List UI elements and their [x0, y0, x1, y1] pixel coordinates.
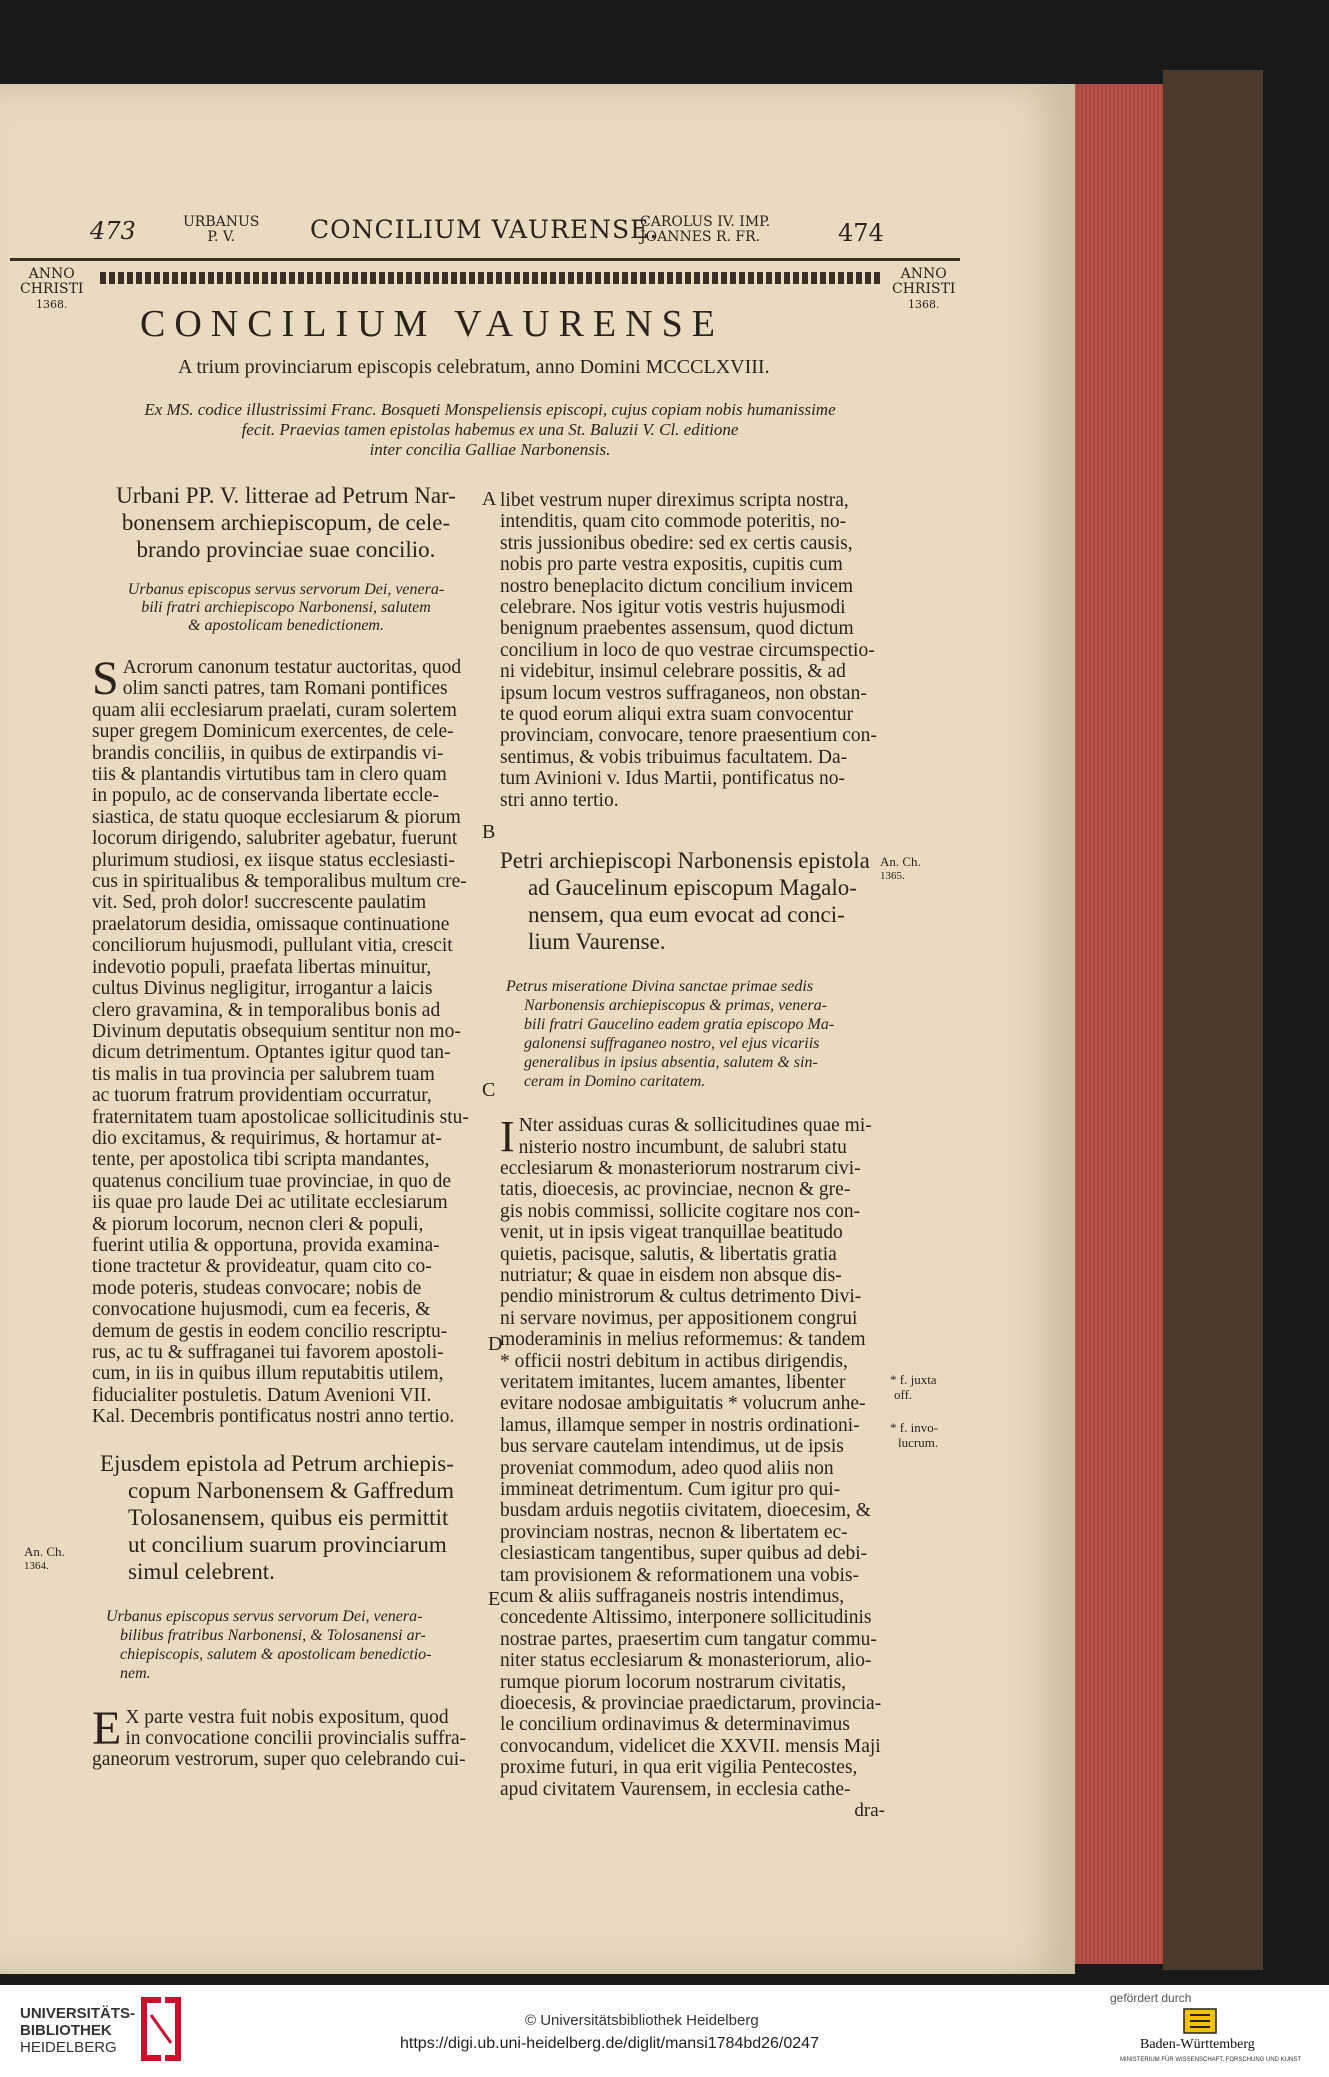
text-line: in populo, ac de conservanda libertate eccle- [92, 785, 440, 807]
text-line: te quod eorum aliqui extra suam convocentur [500, 704, 854, 726]
text-line: convocatione hujusmodi, cum ea feceris, & [92, 1299, 431, 1321]
permalink[interactable]: https://digi.ub.uni-heidelberg.de/diglit/mansi1784bd26/0247 [400, 2035, 819, 2052]
text-line: lamus, illamque semper in nostris ordinationi- [500, 1414, 860, 1436]
text-line: fiducialiter postuletis. Datum Avenioni VII. [92, 1384, 432, 1406]
text-line: stri anno tertio. [500, 789, 619, 811]
rh-1: Petri archiepiscopi Narbonensis epistola [500, 848, 870, 874]
text-line: plurimum studiosi, ex iisque status ecclesiasti- [92, 849, 455, 871]
text-line: nutriatur; & quae in eisdem non absque dis- [500, 1264, 842, 1286]
kings-line-2: JOANNES R. FR. [640, 229, 761, 245]
rs-5: generalibus in ipsius absentia, salutem & sin- [524, 1054, 818, 1072]
text-line: * officii nostri debitum in actibus dirigendis, [500, 1350, 848, 1372]
text-line: nisterio nostro incumbunt, de salubri statu [518, 1136, 847, 1158]
left-text-2-lines [92, 1701, 480, 1771]
text-line: apud civitatem Vaurensem, in ecclesia cathe- [500, 1778, 851, 1800]
ls2-1: Urbanus episcopus servus servorum Dei, venera- [106, 1607, 423, 1625]
text-line: immineat detrimentum. Cum igitur pro qui- [500, 1479, 841, 1500]
lh2-5: simul celebrent. [128, 1558, 275, 1584]
text-line: clero gravamina, & in temporalibus bonis ad [92, 999, 441, 1021]
mn1364-2: 1364. [24, 1560, 49, 1572]
rh-4: lium Vaurense. [528, 929, 666, 955]
page-edges [1075, 84, 1163, 1964]
margin-note-juxta [890, 1372, 937, 1402]
text-line: evitare nodosae ambiguitatis * volucrum anhe- [500, 1393, 866, 1415]
text-line: dio excitamus, & requirimus, & hortamur at- [92, 1127, 442, 1149]
sponsor-subtitle: MINISTERIUM FÜR WISSENSCHAFT, FORSCHUNG UND KUNST [1120, 2057, 1302, 2063]
text-line: benignum praebentes assensum, quod dictum [500, 618, 854, 640]
text-line: ipsum locum vestros suffraganeos, non obstan- [500, 682, 867, 704]
text-line: proveniat commodum, adeo quod aliis non [500, 1457, 834, 1479]
rs-4: galonensi suffraganeo nostro, vel ejus vicariis [524, 1035, 820, 1053]
text-line: venit, ut in ipsis vigeat tranquillae beatitudo [500, 1222, 843, 1244]
rs-6: ceram in Domino caritatem. [524, 1073, 706, 1091]
text-line: nostro beneplacito dictum concilium invicem [500, 575, 854, 597]
text-line: veritatem imitantes, lucem amantes, libenter [500, 1371, 846, 1393]
text-line: niter status ecclesiarum & monasteriorum, alio- [500, 1650, 872, 1672]
library-line-2: BIBLIOTHEK [20, 2022, 112, 2039]
ls1-3: & apostolicam benedictionem. [188, 617, 384, 634]
anno-right-1: ANNO [900, 266, 947, 282]
section-letter-c: C [482, 1079, 496, 1101]
mn1365-1: An. Ch. [880, 854, 921, 869]
text-line: concedente Altissimo, interponere sollicitudinis [500, 1607, 872, 1629]
anno-right-2: CHRISTI [892, 281, 956, 297]
section-letter-e: E [488, 1588, 501, 1610]
text-line: provinciam, convocare, tenore praesentium con- [500, 725, 877, 747]
text-line: vit. Sed, proh dolor! succrescente paulatim [92, 892, 427, 914]
text-line: busdam arduis negotiis civitatem, dioecesim, & [500, 1500, 871, 1522]
anno-left [20, 267, 83, 312]
section-letter-a: A [482, 488, 497, 510]
page-number-left: 473 [90, 217, 136, 245]
text-line: rus, ac tu & suffraganei tui favorem apostoli- [92, 1342, 444, 1363]
ls2-3: chiepiscopis, salutem & apostolicam benedictio- [120, 1645, 432, 1663]
text-line: & piorum locorum, necnon cleri & populi, [92, 1213, 424, 1235]
left-text-1 [92, 652, 480, 1428]
text-line: pendio ministrorum & cultus detrimento Divi- [500, 1286, 862, 1308]
text-line: convocandum, videlicet die XXVII. mensis Maji [500, 1735, 881, 1757]
margin-note-1364 [24, 1544, 65, 1574]
mn1365-2: 1365. [880, 870, 905, 882]
text-line: ni servare novimus, per appositionem congrui [500, 1307, 858, 1329]
library-line-1: UNIVERSITÄTS- [20, 2005, 136, 2022]
ls1-2: bili fratri archiepiscopo Narbonensi, salutem [141, 599, 431, 616]
lh2-3: Tolosanensem, quibus eis permittit [128, 1504, 449, 1530]
rs-1: Petrus miseratione Divina sanctae primae sedis [506, 978, 814, 996]
margin-note-involucrum [890, 1420, 938, 1450]
text-line: in convocatione concilii provincialis suffra- [125, 1728, 467, 1750]
lh1-1: Urbani PP. V. litterae ad Petrum Nar- [116, 483, 456, 508]
text-line: cum & aliis suffraganeis nostris intendimus, [500, 1586, 845, 1608]
book-cover-edge [1163, 70, 1263, 1970]
right-heading [500, 847, 885, 955]
source-note-2: fecit. Praevias tamen epistolas habemus ex una St. Baluzii V. Cl. editione [241, 420, 739, 439]
running-title: CONCILIUM VAURENSE. [310, 215, 659, 244]
text-line: ecclesiarum & monasteriorum nostrarum civi- [500, 1157, 861, 1179]
text-line: tiis & plantandis virtutibus tam in clero quam [92, 764, 447, 786]
text-line: X parte vestra fuit nobis expositum, quod [125, 1706, 449, 1728]
text-line: tatis, dioecesis, ac provinciae, necnon & gre- [500, 1179, 851, 1201]
text-line: mode poteris, studeas convocare; nobis de [92, 1277, 422, 1299]
left-heading-1 [92, 482, 480, 563]
text-line: demum de gestis in eodem concilio rescriptu- [92, 1320, 448, 1342]
dropcap-i: I [500, 1112, 515, 1162]
mn1364-1: An. Ch. [24, 1544, 65, 1559]
anno-left-2: CHRISTI [20, 281, 84, 297]
anno-right-3: 1368. [907, 298, 940, 311]
text-line: tum Avinioni v. Idus Martii, pontificatus no- [500, 768, 846, 790]
text-line: moderaminis in melius reformemus: & tandem [500, 1329, 866, 1351]
catchword: dra- [854, 1800, 885, 1822]
text-line: quietis, pacisque, salutis, & libertatis gratia [500, 1243, 837, 1265]
text-line: intenditis, quam cito commode poteritis, no- [500, 511, 847, 533]
section-letter-b: B [482, 821, 496, 843]
text-line: tam provisionem & reformationem una vobis- [500, 1564, 860, 1586]
pope-line-2: P. V. [207, 229, 235, 245]
text-line: praelatorum desidia, omissaque continuatione [92, 913, 450, 935]
text-line: olim sancti patres, tam Romani pontifices [122, 678, 448, 700]
right-salutation [500, 977, 885, 1091]
coat-of-arms-icon [1182, 2007, 1218, 2035]
ubh-logo-icon [135, 1993, 187, 2065]
text-line: conciliorum hujusmodi, pullulant vitia, crescit [92, 935, 453, 957]
right-column [500, 490, 885, 1821]
mnj-1: * f. juxta [890, 1372, 937, 1387]
ls2-2: bilibus fratribus Narbonensi, & Tolosanensi ar- [120, 1626, 426, 1644]
text-line: Acrorum canonum testatur auctoritas, quod [122, 657, 462, 678]
left-text-2 [92, 1701, 480, 1771]
text-line: provinciam nostras, necnon & libertatem ec- [500, 1521, 848, 1543]
rh-2: ad Gaucelinum episcopum Magalo- [528, 875, 857, 901]
library-name [20, 2005, 135, 2056]
footer-bar [0, 1985, 1329, 2077]
text-line: libet vestrum nuper direximus scripta nostra, [500, 490, 849, 511]
dropcap-e: E [92, 1701, 122, 1755]
library-line-3: HEIDELBERG [20, 2039, 117, 2056]
pope-line-1: URBANUS [183, 214, 260, 230]
main-title: CONCILIUM VAURENSE [140, 303, 724, 345]
text-line: tione tractetur & provideatur, quam cito co- [92, 1256, 432, 1278]
text-line: proxime futuri, in qua erit vigilia Pentecostes, [500, 1757, 858, 1779]
lh1-2: bonensem archiepiscopum, de cele- [121, 510, 451, 535]
ls1-1: Urbanus episcopus servus servorum Dei, venera- [127, 581, 445, 598]
pope-name [183, 215, 259, 245]
text-line: cus in spiritualibus & temporalibus multum cre- [92, 871, 467, 893]
anno-left-1: ANNO [28, 266, 75, 282]
text-line: ac tuorum fratrum providentiam occurratur, [92, 1085, 432, 1107]
section-letter-d: D [488, 1333, 503, 1355]
text-line: fuerint utilia & opportuna, provida examina- [92, 1234, 440, 1256]
right-text-2-lines [500, 1112, 885, 1800]
copyright: © Universitätsbibliothek Heidelberg [525, 2012, 759, 2029]
text-line: Divinum deputatis obsequium sentitur non mo- [92, 1020, 461, 1042]
margin-note-1365 [880, 854, 921, 884]
text-line: bus servare cautelam intendimus, ut de ipsis [500, 1436, 844, 1458]
text-line: gis nobis commissi, sollicite cogitare nos con- [500, 1200, 861, 1222]
header-rule [10, 258, 960, 261]
rh-3: nensem, qua eum evocat ad conci- [528, 902, 845, 928]
text-line: dioecesis, & provinciae praedictarum, provincia- [500, 1693, 882, 1715]
right-text-2 [500, 1112, 885, 1800]
left-heading-2 [92, 1450, 480, 1585]
anno-right [892, 267, 955, 312]
left-text-1-lines [92, 652, 480, 1428]
text-line: rumque piorum locorum nostrarum civitatis, [500, 1671, 847, 1693]
source-note [110, 400, 870, 460]
lh1-3: brando provinciae suae concilio. [136, 537, 436, 562]
left-column [92, 482, 480, 1771]
text-line: cultus Divinus negligitur, irrogantur a laicis [92, 978, 433, 1000]
text-line: locorum dirigendo, salubriter agebatur, fuerunt [92, 828, 458, 850]
ls2-4: nem. [120, 1664, 151, 1682]
text-line: quam alii ecclesiarum praelati, curam solertem [92, 699, 457, 721]
ornamental-rule [100, 272, 880, 284]
anno-left-3: 1368. [35, 298, 68, 311]
text-line: ganeorum vestrorum, super quo celebrando cui- [92, 1749, 466, 1771]
page-number-right: 474 [838, 219, 884, 247]
lh2-2: copum Narbonensem & Gaffredum [128, 1477, 454, 1503]
text-line: tis malis in tua provincia per salubrem tuam [92, 1063, 435, 1085]
text-line: celebrare. Nos igitur votis vestris hujusmodi [500, 597, 846, 619]
text-line: stris jussionibus obedire: sed ex certis causis, [500, 532, 853, 554]
subtitle: A trium provinciarum episcopis celebratum, anno Domini MCCCLXVIII. [178, 356, 770, 378]
text-line: cum, in iis in quibus illum reputabitis utilem, [92, 1363, 444, 1385]
lh2-1: Ejusdem epistola ad Petrum archiepis- [100, 1450, 454, 1476]
mnj-2: off. [894, 1387, 913, 1402]
text-line: concilium in loco de quo vestrae circumspectio- [500, 639, 875, 661]
text-line: fraternitatem tuam apostolicae sollicitudinis stu- [92, 1106, 469, 1128]
text-line: brandis conciliis, in quibus de extirpandis vi- [92, 742, 444, 764]
mni-2: lucrum. [898, 1435, 939, 1450]
text-line: clesiasticam tangentibus, super quibus ad debi- [500, 1543, 868, 1565]
text-line: Nter assiduas curas & sollicitudines quae mi- [518, 1115, 872, 1137]
text-line: iis quae pro laude Dei ac utilitate ecclesiarum [92, 1192, 448, 1214]
source-note-1: Ex MS. codice illustrissimi Franc. Bosqueti Monspeliensis episcopi, cujus copiam nobis humanissime [144, 400, 836, 419]
left-salutation-1 [92, 581, 480, 635]
text-line: siastica, de statu quoque ecclesiarum & piorum [92, 806, 461, 828]
text-line: nobis pro parte vestra expositis, cupitis cum [500, 554, 843, 576]
text-line: Kal. Decembris pontificatus nostri anno tertio. [92, 1406, 455, 1428]
kings [640, 215, 770, 245]
text-line: super gregem Dominicum exercentes, de cele- [92, 721, 454, 743]
text-line: tente, per apostolica tibi scripta mandantes, [92, 1149, 430, 1171]
rs-2: Narbonensis archiepiscopus & primas, venera- [524, 997, 827, 1015]
text-line: nostrae partes, praesertim cum tangatur commu- [500, 1628, 877, 1650]
book-page [0, 84, 1075, 1974]
mni-1: * f. invo- [890, 1420, 939, 1435]
right-text-1-lines [500, 490, 885, 811]
text-line: le concilium ordinavimus & determinavimus [500, 1714, 850, 1736]
text-line: sentimus, & vobis tribuimus facultatem. Da- [500, 746, 848, 768]
source-note-3: inter concilia Galliae Narbonensis. [369, 440, 611, 459]
funded-by: gefördert durch [1110, 1991, 1192, 2005]
left-salutation-2 [92, 1607, 480, 1683]
text-line: ni videbitur, insimul celebrare possitis, & ad [500, 661, 846, 683]
rs-3: bili fratri Gaucelino eadem gratia episcopo Ma- [524, 1016, 835, 1034]
dropcap-s: S [92, 652, 119, 705]
sponsor-name: Baden-Württemberg [1140, 2037, 1255, 2052]
text-line: dicum detrimentum. Optantes igitur quod tan- [92, 1042, 451, 1064]
kings-line-1: CAROLUS IV. IMP. [640, 214, 771, 230]
text-line: indevotio populi, praefata libertas minuitur, [92, 956, 432, 978]
text-line: quatenus concilium tuae provinciae, in quo de [92, 1170, 452, 1192]
lh2-4: ut concilium suarum provinciarum [128, 1531, 447, 1557]
